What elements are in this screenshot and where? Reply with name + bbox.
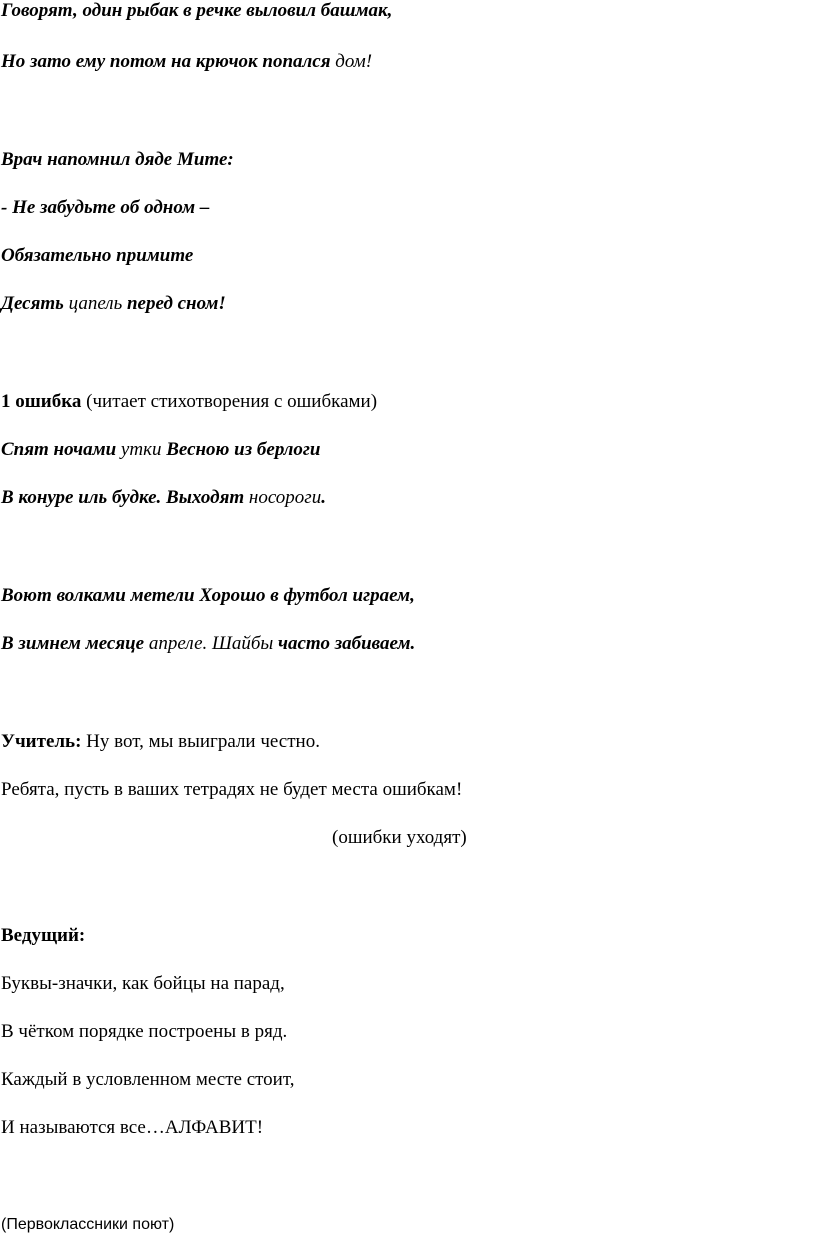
poem-text: В конуре иль будке. Выходят — [1, 487, 249, 508]
error-label: 1 ошибка — [1, 391, 82, 412]
poem-line — [1, 439, 320, 461]
footer-note-text: (Первоклассники поют) — [1, 1216, 175, 1233]
poem-line — [1, 633, 415, 655]
poem-text: Врач напомнил дяде Мите: — [1, 149, 234, 170]
stage-direction — [332, 827, 467, 849]
poem-text: - Не забудьте об одном – — [1, 197, 210, 218]
host-line — [1, 973, 285, 995]
speech-text: Каждый в условленном месте стоит, — [1, 1069, 295, 1090]
poem-line — [1, 149, 234, 171]
speech-text: И называются все…АЛФАВИТ! — [1, 1117, 264, 1138]
poem-line — [1, 245, 193, 267]
poem-text: часто забиваем. — [273, 633, 416, 654]
poem-line — [1, 197, 209, 219]
poem-line — [1, 585, 415, 607]
host-heading — [1, 925, 85, 947]
poem-text: Говорят, один рыбак в речке выловил башмак, — [1, 0, 393, 21]
poem-text: Весною из берлоги — [161, 439, 321, 460]
poem-text-error-word: носороги — [248, 487, 322, 508]
poem-text: . — [321, 487, 326, 508]
poem-text-error-word: утки — [120, 439, 162, 460]
error-heading — [1, 391, 377, 413]
host-line — [1, 1021, 287, 1043]
host-line — [1, 1117, 263, 1139]
poem-text-error-word: цапель — [68, 293, 123, 314]
speech-text: В чётком порядке построены в ряд. — [1, 1021, 288, 1042]
poem-text: Обязательно примите — [1, 245, 194, 266]
poem-text: Десять — [1, 293, 69, 314]
poem-line — [1, 0, 392, 22]
stage-direction-text: (ошибки уходят) — [332, 827, 467, 848]
poem-text: Спят ночами — [1, 439, 121, 460]
teacher-line — [1, 731, 320, 753]
footer-note — [1, 1214, 174, 1236]
poem-text-error-word: дом! — [335, 51, 373, 72]
poem-line — [1, 487, 326, 509]
poem-text: Но зато ему потом на крючок попался — [1, 51, 336, 72]
speech-text: Ребята, пусть в ваших тетрадях не будет места ошибкам! — [1, 779, 463, 800]
poem-text: В зимнем месяце — [1, 633, 149, 654]
poem-text: Воют волками метели Хорошо в футбол играем, — [1, 585, 415, 606]
poem-text-error-word: апреле. Шайбы — [148, 633, 274, 654]
poem-line — [1, 293, 226, 315]
speech-text: Ну вот, мы выиграли честно. — [81, 731, 320, 752]
speaker-label-teacher: Учитель: — [1, 731, 82, 752]
error-note: (читает стихотворения с ошибками) — [81, 391, 378, 412]
speech-text: Буквы-значки, как бойцы на парад, — [1, 973, 285, 994]
speaker-label-host: Ведущий: — [1, 925, 86, 946]
poem-text: перед сном! — [122, 293, 226, 314]
poem-line — [1, 51, 372, 73]
teacher-line — [1, 779, 462, 801]
host-line — [1, 1069, 294, 1091]
